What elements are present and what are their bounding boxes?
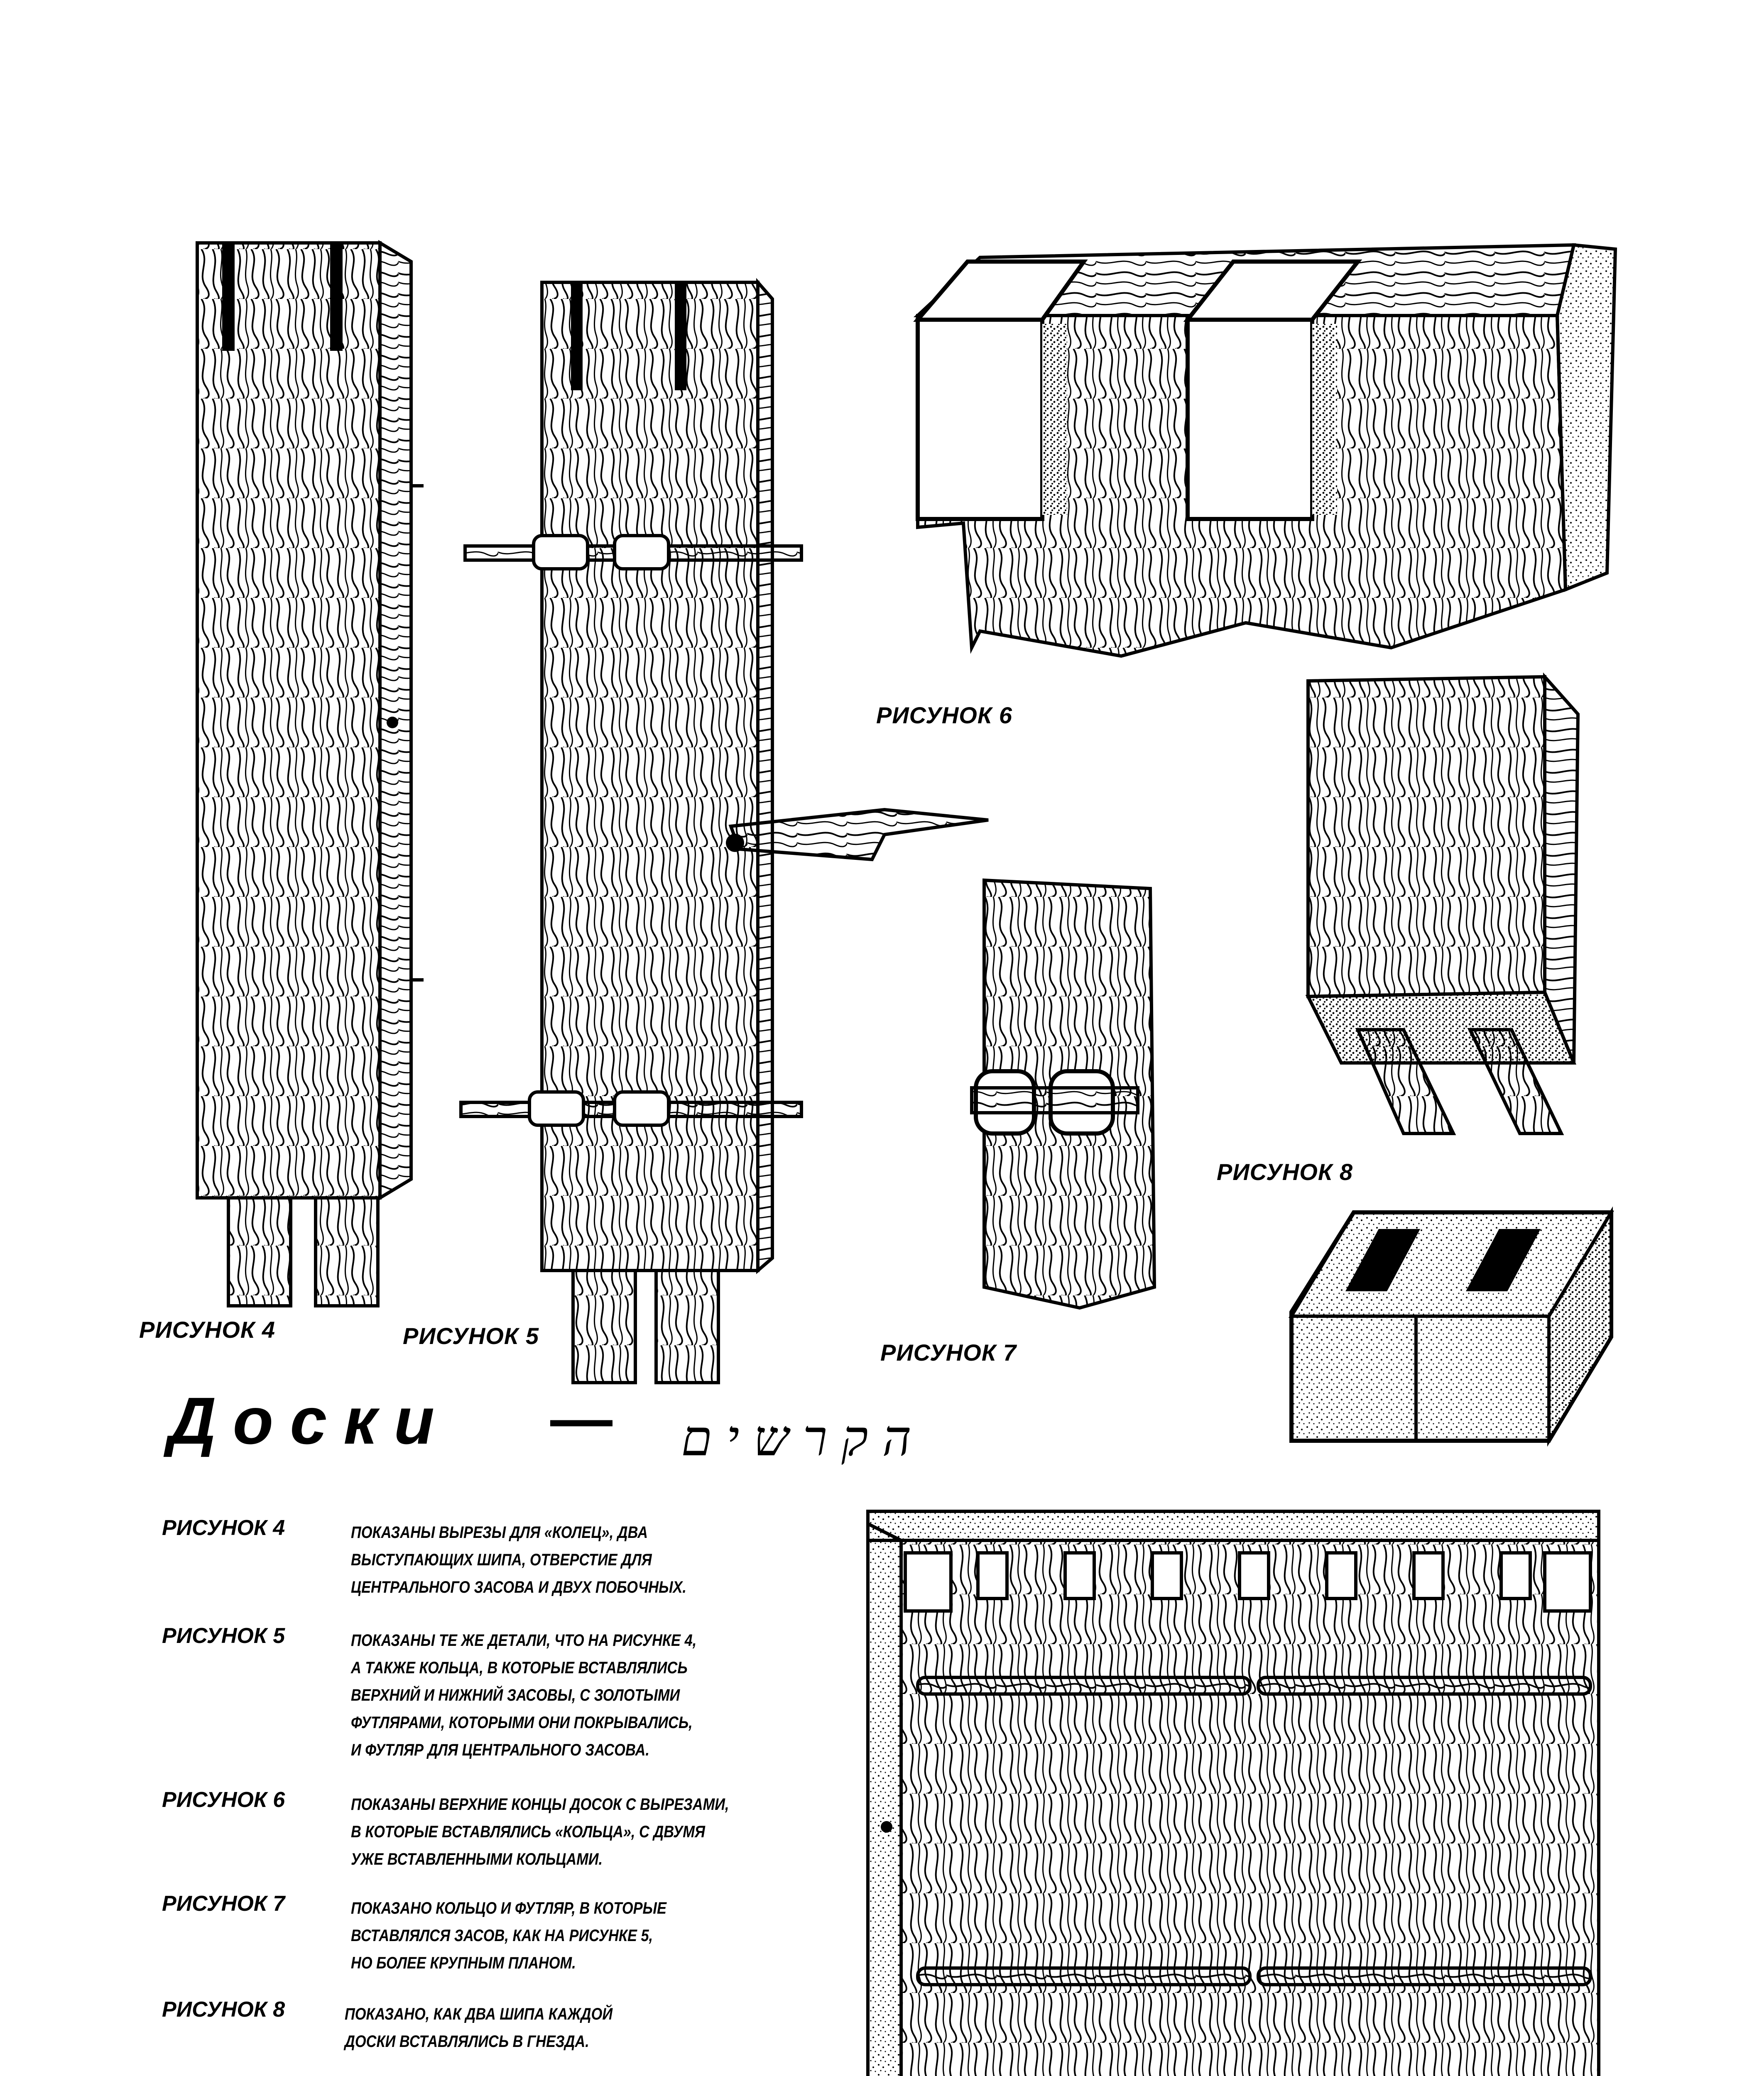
description-label: РИСУНОК 4 [162,1516,285,1540]
figure-5-label: РИСУНОК 5 [403,1323,539,1349]
description-text: ПОКАЗАНЫ ВЕРХНИЕ КОНЦЫ ДОСОК С ВЫРЕЗАМИ, В КОТОРЫЕ ВСТАВЛЯЛИСЬ «КОЛЬЦА», С ДВУМЯ УЖЕ ВСТАВЛЕННЫМИ КОЛЬЦАМИ. [351,1795,729,1868]
page-title: Доски [168,1383,451,1458]
hebrew-title: הקרשים [681,1410,926,1467]
figure-9-drawing [868,1511,1599,2076]
figure-6-drawing [918,245,1615,656]
figure-5-drawing [461,282,988,1383]
description-label: РИСУНОК 6 [162,1788,285,1812]
description-text: ПОКАЗАНЫ ВЫРЕЗЫ ДЛЯ «КОЛЕЦ», ДВА ВЫСТУПАЮЩИХ ШИПА, ОТВЕРСТИЕ ДЛЯ ЦЕНТРАЛЬНОГО ЗАСОВА И ДВУХ ПОБОЧНЫХ. [351,1523,686,1596]
figure-4-label: РИСУНОК 4 [139,1317,275,1343]
description-text: ПОКАЗАНО КОЛЬЦО И ФУТЛЯР, В КОТОРЫЕ ВСТАВЛЯЛСЯ ЗАСОВ, КАК НА РИСУНКЕ 5, НО БОЛЕЕ КРУПНЫМ ПЛАНОМ. [351,1899,666,1972]
description-text: ПОКАЗАНО, КАК ДВА ШИПА КАЖДОЙ ДОСКИ ВСТАВЛЯЛИСЬ В ГНЕЗДА. [345,2005,613,2051]
figure-7-drawing [972,880,1154,1308]
description-label: РИСУНОК 7 [162,1892,285,1916]
description-label: РИСУНОК 5 [162,1624,285,1648]
title-dash: — [550,1383,612,1453]
figure-7-label: РИСУНОК 7 [880,1339,1017,1366]
figure-8-drawing [1291,677,1611,1441]
description-text: ПОКАЗАНЫ ТЕ ЖЕ ДЕТАЛИ, ЧТО НА РИСУНКЕ 4, А ТАКЖЕ КОЛЬЦА, В КОТОРЫЕ ВСТАВЛЯЛИСЬ ВЕРХНИЙ И НИЖНИЙ ЗАСОВЫ, С ЗОЛОТЫМИ ФУТЛЯРАМИ, КОТОРЫМИ ОНИ ПОКРЫВАЛИСЬ, И ФУТЛЯР ДЛЯ ЦЕНТРАЛЬНОГО ЗАСОВА. [351,1631,697,1759]
figure-6-label: РИСУНОК 6 [876,702,1012,728]
figure-8-label: РИСУНОК 8 [1217,1159,1353,1185]
description-label: РИСУНОК 8 [162,1998,285,2022]
figure-4-drawing [197,243,424,1306]
